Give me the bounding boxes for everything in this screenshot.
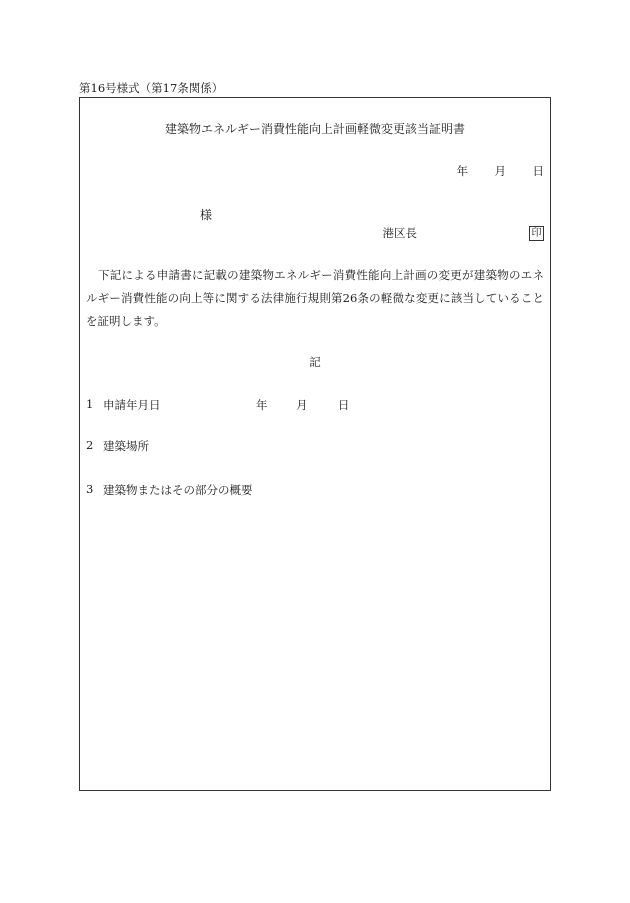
item-label: 建築場所 xyxy=(103,439,149,453)
item-construction-site xyxy=(86,438,149,454)
issuer-name: 港区長 xyxy=(382,226,417,240)
item-building-overview xyxy=(86,482,253,498)
certificate-frame xyxy=(79,97,551,791)
item-number: 2 xyxy=(86,438,94,452)
seal-mark: 印 xyxy=(529,226,544,241)
item-application-date xyxy=(86,397,349,413)
item-number: 1 xyxy=(86,397,94,411)
month-label: 月 xyxy=(494,164,506,178)
month-label: 月 xyxy=(296,398,308,412)
day-label: 日 xyxy=(532,164,544,178)
item-label: 申請年月日 xyxy=(103,398,161,412)
application-date-fields xyxy=(256,397,349,413)
item-label: 建築物またはその部分の概要 xyxy=(103,483,253,497)
issuer xyxy=(383,225,545,241)
form-number: 第16号様式（第17条関係） xyxy=(79,81,224,95)
item-number: 3 xyxy=(86,482,94,496)
day-label: 日 xyxy=(337,398,350,412)
year-label: 年 xyxy=(256,398,268,412)
certification-statement: 下記による申請書に記載の建築物エネルギー消費性能向上計画の変更が建築物のエネルギー消費性能の向上等に関する法律施行規則第26条の軽微な変更に該当していることを証明します。 xyxy=(86,268,544,328)
year-label: 年 xyxy=(456,164,468,178)
ki-heading: 記 xyxy=(309,355,321,369)
document-title: 建築物エネルギー消費性能向上計画軽微変更該当証明書 xyxy=(164,122,465,136)
addressee-suffix: 様 xyxy=(200,208,213,222)
issue-date xyxy=(456,163,544,179)
